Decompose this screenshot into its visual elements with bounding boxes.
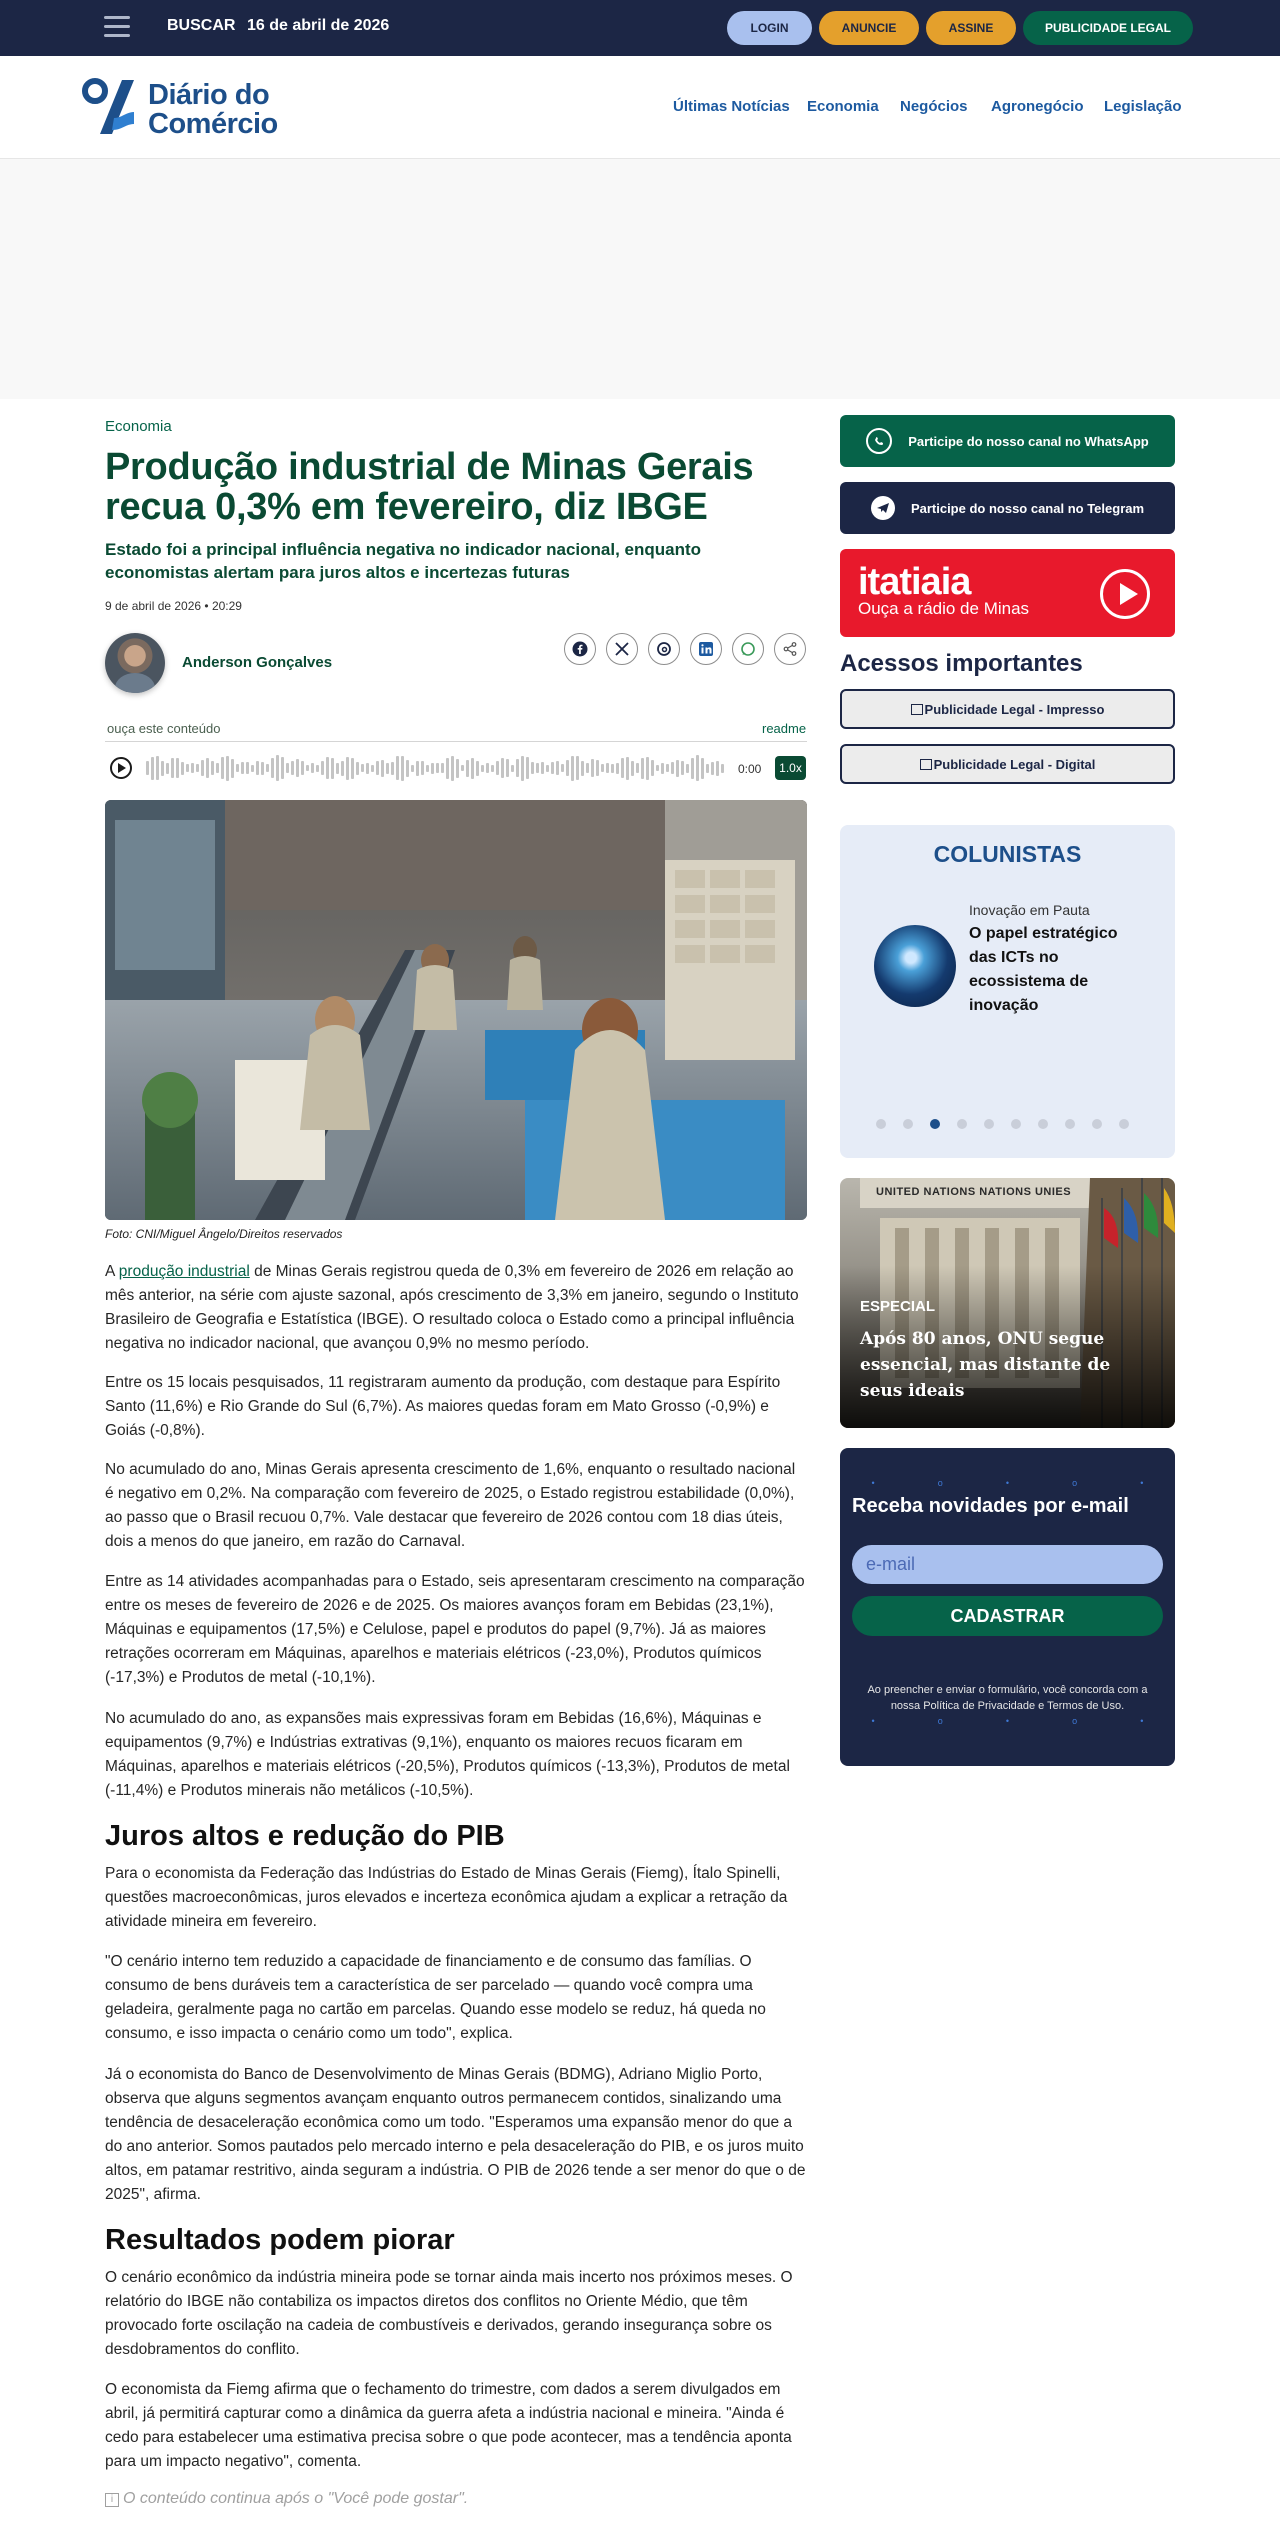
audio-divider (105, 741, 807, 742)
waveform-bar (631, 761, 634, 776)
waveform-bar (551, 762, 554, 774)
waveform-bar (566, 760, 569, 776)
carousel-dot[interactable] (1092, 1119, 1102, 1129)
waveform-bar (196, 764, 199, 772)
audio-time: 0:00 (738, 762, 762, 776)
waveform-bar (301, 761, 304, 775)
telegram-channel-button[interactable] (840, 482, 1175, 534)
waveform-bar (396, 756, 399, 780)
special-headline[interactable]: Após 80 anos, ONU segue essencial, mas distante de seus ideais (860, 1329, 1111, 1401)
waveform-bar (421, 761, 424, 775)
waveform-bar (251, 765, 254, 772)
publicidade-legal-impresso-button[interactable] (840, 689, 1175, 729)
waveform-bar (476, 761, 479, 776)
search-button[interactable]: BUSCAR (167, 17, 236, 34)
paragraph-prefix: A (105, 1263, 119, 1280)
waveform-bar (501, 758, 504, 778)
waveform-bar (146, 761, 149, 775)
author-name[interactable]: Anderson Gonçalves (182, 654, 333, 671)
carousel-dot[interactable] (1119, 1119, 1129, 1129)
waveform-bar (241, 762, 244, 774)
waveform-bar (571, 756, 574, 781)
article-paragraph: No acumulado do ano, Minas Gerais apresenta crescimento de 1,6%, enquanto o resultado nacional é negativo em 0,2%. Na comparação com fevereiro de 2025, o Estado registrou estabilidade (0,0%), ao passo que o Brasil recuou 0,7%. Vale destacar que fevereiro de 2026 contou com 18 dias úteis, dois a menos do que janeiro, em razão do Carnaval. (105, 1461, 796, 1550)
waveform-bar (276, 755, 279, 781)
waveform-bar (511, 765, 514, 772)
waveform-bar (211, 761, 214, 775)
column-headline[interactable]: O papel estratégico das ICTs no ecossistema de inovação (969, 925, 1118, 1014)
special-tag: ESPECIAL (860, 1298, 936, 1315)
waveform-bar (526, 757, 529, 779)
author-avatar[interactable] (105, 633, 165, 693)
waveform-bar (221, 757, 224, 779)
carousel-dot[interactable] (876, 1119, 886, 1129)
article-paragraph: O economista da Fiemg afirma que o fechamento do trimestre, com dados a serem divulgados em abril, já permitirá capturar como a dinâmica da guerra afeta a indústria nacional e mineira. "Ainda é cedo para estabelecer uma estimativa precisa sobre o que pode acontecer, mas a tendência aponta para um impacto negativo", comenta. (105, 2381, 792, 2470)
columnists-carousel (840, 825, 1175, 1158)
photo-caption: Foto: CNI/Miguel Ângelo/Direitos reservados (105, 1227, 343, 1241)
waveform-bar (171, 758, 174, 778)
waveform-bar (656, 765, 659, 771)
publish-date: 9 de abril de 2026 • 20:29 (105, 599, 242, 613)
columnists-title: COLUNISTAS (933, 841, 1082, 867)
carousel-dots (876, 1119, 1129, 1129)
waveform-bar (371, 765, 374, 772)
waveform-bar (696, 755, 699, 781)
waveform-bar (621, 758, 624, 778)
waveform-bar (376, 761, 379, 775)
whatsapp-channel-button[interactable] (840, 415, 1175, 467)
waveform-bar (686, 764, 689, 773)
waveform-bar (471, 758, 474, 779)
waveform-bar (366, 763, 369, 774)
waveform-bar (516, 759, 519, 777)
ad-banner-area (0, 159, 1280, 399)
waveform-bar (426, 765, 429, 772)
waveform-bar (591, 759, 594, 777)
waveform-bar (691, 758, 694, 779)
waveform-bar (201, 760, 204, 776)
carousel-dot[interactable] (1038, 1119, 1048, 1129)
waveform-bar (256, 761, 259, 775)
newsletter-box (840, 1448, 1175, 1766)
waveform-bar (661, 763, 664, 774)
logo-line-2: Comércio (148, 108, 278, 140)
waveform-bar (616, 763, 619, 774)
section-heading: Juros altos e redução do PIB (105, 1820, 505, 1852)
play-icon[interactable] (1100, 569, 1150, 619)
telegram-channel-label: Participe do nosso canal no Telegram (910, 500, 1145, 516)
article-paragraph: Entre as 14 atividades acompanhadas para o Estado, seis apresentaram crescimento na comparação entre os meses de fevereiro de 2026 e de 2025. Os maiores avanços foram em Bebidas (23,1%), Máquinas e equipamentos (17,5%) e Celulose, papel e produtos do papel (9,7%). Já as maiores retrações ocorreram em Máquinas, aparelhos e materiais elétricos (-23,0%), Produtos químicos (-17,3%) e Produtos de metal (-10,1%). (105, 1573, 805, 1686)
carousel-dot[interactable] (957, 1119, 967, 1129)
article-subtitle: Estado foi a principal influência negativa no indicador nacional, enquanto economistas alertam para juros altos e incertezas futuras (105, 540, 702, 582)
waveform-bar (316, 765, 319, 772)
waveform-bar (491, 765, 494, 772)
waveform-bar (636, 763, 639, 773)
waveform-bar (671, 762, 674, 774)
share-threads-icon[interactable] (648, 633, 680, 665)
waveform-bar (606, 763, 609, 773)
waveform-bar (261, 762, 264, 775)
waveform-bar (156, 756, 159, 780)
audio-speed-button[interactable]: 1.0x (775, 756, 806, 780)
waveform-bar (326, 757, 329, 779)
waveform-bar (611, 764, 614, 773)
waveform-bar (596, 760, 599, 776)
newsletter-legal-text: Ao preencher e enviar o formulário, você concorda com a nossa Política de Privacidade e Termos de Uso. (867, 1684, 1148, 1712)
whatsapp-icon (866, 428, 892, 454)
waveform-bar (161, 761, 164, 776)
article-paragraph: Já o economista do Banco de Desenvolvimento de Minas Gerais (BDMG), Adriano Miglio Porto, observa que alguns segmentos avançam enquanto outros permanecem contidos, sinalizando uma tendência de desaceleração econômica como um todo. "Esperamos uma expansão menor do que a do ano anterior. Somos pautados pelo mercado interno e pela desaceleração do PIB, e os juros muito altos, em patamar restritivo, ainda seguram a indústria. O PIB de 2026 tende a ser menor do que o de 2025", afirma. (105, 2066, 806, 2203)
subscribe-button[interactable]: CADASTRAR (852, 1596, 1163, 1636)
share-facebook-icon[interactable] (564, 633, 596, 665)
itatiaia-radio-banner[interactable] (840, 549, 1175, 637)
waveform-bar (246, 762, 249, 774)
waveform-bar (176, 758, 179, 778)
waveform-bar (466, 760, 469, 777)
logo-line-1: Diário do (148, 79, 270, 111)
carousel-dot[interactable] (984, 1119, 994, 1129)
share-whatsapp-icon[interactable] (732, 633, 764, 665)
logo-wordmark[interactable] (148, 81, 278, 139)
waveform-bar (401, 756, 404, 781)
article-section[interactable]: Economia (105, 418, 172, 435)
waveform-bar (341, 761, 344, 776)
waveform-bar (416, 761, 419, 776)
email-field[interactable] (852, 1545, 1163, 1584)
waveform-bar (291, 761, 294, 775)
waveform-bar (381, 760, 384, 777)
telegram-icon (871, 496, 895, 520)
waveform-bar (166, 763, 169, 774)
waveform-bar (581, 761, 584, 776)
waveform-bar (186, 764, 189, 772)
carousel-dot[interactable] (1011, 1119, 1021, 1129)
waveform-bar (556, 761, 559, 775)
anuncie-button[interactable]: ANUNCIE (819, 11, 919, 45)
waveform-bar (436, 763, 439, 773)
audio-label: ouça este conteúdo (107, 721, 221, 736)
article-paragraph (105, 1260, 807, 1356)
waveform-bar (216, 763, 219, 773)
waveform-bar (151, 757, 154, 780)
waveform-bar (206, 758, 209, 778)
decorative-dots: • o • o • (871, 1478, 1144, 1488)
waveform-bar (626, 757, 629, 780)
waveform-bar (666, 764, 669, 772)
waveform-bar (716, 761, 719, 776)
waveform-bar (321, 761, 324, 775)
nav-economia[interactable]: Economia (807, 98, 879, 115)
waveform-bar (346, 757, 349, 780)
waveform-bar (521, 756, 524, 781)
waveform-bar (676, 760, 679, 777)
waveform-bar (586, 763, 589, 773)
share-more-icon[interactable] (774, 633, 806, 665)
industrial-production-link[interactable]: produção industrial (118, 1263, 250, 1280)
waveform-bar (391, 762, 394, 775)
waveform-bar (306, 765, 309, 771)
waveform-bar (286, 763, 289, 773)
nav-negocios[interactable]: Negócios (900, 98, 968, 115)
waveform-bar (721, 764, 724, 773)
waveform-bar (531, 762, 534, 774)
waveform-bar (356, 762, 359, 775)
waveform-bar (506, 759, 509, 777)
waveform-bar (361, 764, 364, 772)
waveform-bar (711, 762, 714, 775)
content-continues-note (105, 2490, 468, 2508)
article-photo (105, 800, 807, 1220)
waveform-bar (701, 758, 704, 779)
waveform-bar (266, 764, 269, 772)
nav-ultimas-noticias[interactable]: Últimas Notícias (673, 98, 790, 115)
newsletter-title: Receba novidades por e-mail (852, 1495, 1129, 1517)
current-date: 16 de abril de 2026 (247, 17, 390, 34)
waveform-bar (486, 763, 489, 773)
nav-agronegocio[interactable]: Agronegócio (991, 98, 1084, 115)
un-sign-text: UNITED NATIONS NATIONS UNIES (876, 1186, 1072, 1198)
decorative-dots: • o • o • (871, 1716, 1144, 1726)
waveform-bar (271, 758, 274, 778)
waveform-bar (536, 763, 539, 773)
waveform-bar (181, 762, 184, 775)
waveform-bar (281, 757, 284, 779)
logo-icon[interactable] (82, 78, 138, 136)
waveform-bar (541, 762, 544, 774)
waveform-bar (296, 759, 299, 777)
audio-play-icon[interactable] (110, 757, 132, 779)
carousel-dot[interactable] (1065, 1119, 1075, 1129)
waveform-bar (386, 763, 389, 774)
waveform-bar (706, 764, 709, 773)
columnist-image[interactable] (874, 925, 956, 1007)
audio-brand[interactable]: readme (762, 721, 807, 736)
publicidade-legal-digital-button[interactable] (840, 744, 1175, 784)
waveform-bar (226, 756, 229, 781)
waveform-bar (461, 765, 464, 771)
special-feature-card[interactable] (840, 1178, 1175, 1428)
newspaper-icon (911, 704, 923, 715)
share-linkedin-icon[interactable] (690, 633, 722, 665)
waveform-bar (411, 765, 414, 772)
info-icon: i (105, 2493, 119, 2507)
laptop-icon (920, 759, 932, 770)
waveform-bar (561, 764, 564, 772)
menu-icon[interactable] (104, 16, 130, 38)
waveform-bar (441, 763, 444, 773)
login-button[interactable]: LOGIN (727, 11, 812, 45)
important-access-title: Acessos importantes (840, 650, 1083, 677)
paragraph-rest: de Minas Gerais registrou queda de 0,3% em fevereiro de 2026 em relação ao mês anterior, na série com ajuste sazonal, após crescimento de 3,3% em janeiro, segundo o Instituto Brasileiro de Geografia e Estatística (IBGE). O resultado coloca o Estado como a principal influência negativa no indicador nacional, que avançou 0,9% no mesmo período. (105, 1263, 799, 1352)
waveform-bar (331, 758, 334, 779)
waveform-bar (546, 765, 549, 772)
waveform-bar (451, 756, 454, 781)
waveform-bar (481, 765, 484, 772)
article-paragraph: "O cenário interno tem reduzido a capacidade de financiamento e de consumo das famílias. O consumo de bens duráveis tem a característica de ser parcelado — quando você compra uma geladeira, geralmente paga no cartão em parcelas. Quando esse modelo se reduz, há queda no consumo, e isso impacta o cenário como um todo", explica. (105, 1953, 766, 2042)
waveform-bar (646, 757, 649, 780)
article-paragraph: Para o economista da Federação das Indústrias do Estado de Minas Gerais (Fiemg), Ítalo Spinelli, questões macroeconômicas, juros elevados e incerteza econômica ajudam a explicar a retração da atividade mineira em fevereiro. (105, 1865, 788, 1930)
waveform-bar (651, 760, 654, 776)
whatsapp-channel-label: Participe do nosso canal no WhatsApp (908, 433, 1149, 449)
waveform-bar (681, 761, 684, 775)
carousel-dot[interactable] (930, 1119, 940, 1129)
waveform-bar (431, 763, 434, 774)
waveform-bar (406, 760, 409, 777)
waveform-bar (351, 758, 354, 779)
waveform-bar (601, 764, 604, 772)
section-heading: Resultados podem piorar (105, 2224, 455, 2256)
audio-waveform[interactable] (146, 754, 726, 782)
article-paragraph: No acumulado do ano, as expansões mais expressivas foram em Bebidas (16,6%), Máquinas e equipamentos (9,7%) e Indústrias extrativas (9,1%), enquanto os maiores recuos ficaram em Máquinas, aparelhos e materiais elétricos (-20,5%), Produtos químicos (-13,3%), Produtos de metal (-11,4%) e Produtos minerais não metálicos (-10,5%). (105, 1710, 790, 1799)
waveform-bar (231, 759, 234, 778)
access-label: Publicidade Legal - Impresso (924, 701, 1105, 717)
top-bar (0, 0, 1280, 56)
carousel-dot[interactable] (903, 1119, 913, 1129)
waveform-bar (641, 758, 644, 779)
publicidade-legal-button[interactable]: PUBLICIDADE LEGAL (1023, 11, 1193, 45)
share-x-icon[interactable] (606, 633, 638, 665)
waveform-bar (576, 756, 579, 780)
waveform-bar (446, 758, 449, 779)
waveform-bar (191, 763, 194, 773)
nav-legislacao[interactable]: Legislação (1104, 98, 1182, 115)
waveform-bar (236, 764, 239, 772)
waveform-bar (336, 763, 339, 774)
article-paragraph: O cenário econômico da indústria mineira pode se tornar ainda mais incerto nos próximos meses. O relatório do IBGE não contabiliza os impactos diretos dos conflitos no Oriente Médio, que têm provocado forte oscilação na cadeia de combustíveis e derivados, gerando insegurança sobre os desdobramentos do conflito. (105, 2269, 793, 2358)
waveform-bar (456, 759, 459, 778)
itatiaia-tagline: Ouça a rádio de Minas (858, 599, 1030, 618)
waveform-bar (496, 761, 499, 775)
column-section[interactable]: Inovação em Pauta (969, 902, 1090, 918)
article-paragraph: Entre os 15 locais pesquisados, 11 registraram aumento da produção, com destaque para Espírito Santo (11,6%) e Rio Grande do Sul (6,7%). As maiores quedas foram em Mato Grosso (-0,9%) e Goiás (-0,8%). (105, 1374, 781, 1439)
article-title: Produção industrial de Minas Gerais recua 0,3% em fevereiro, diz IBGE (105, 446, 754, 528)
content-continues-text: O conteúdo continua após o "Você pode gostar". (123, 2490, 469, 2507)
assine-button[interactable]: ASSINE (926, 11, 1016, 45)
site-header (0, 56, 1280, 159)
access-label: Publicidade Legal - Digital (933, 756, 1096, 772)
waveform-bar (311, 763, 314, 773)
itatiaia-logo: itatiaia (858, 561, 971, 603)
